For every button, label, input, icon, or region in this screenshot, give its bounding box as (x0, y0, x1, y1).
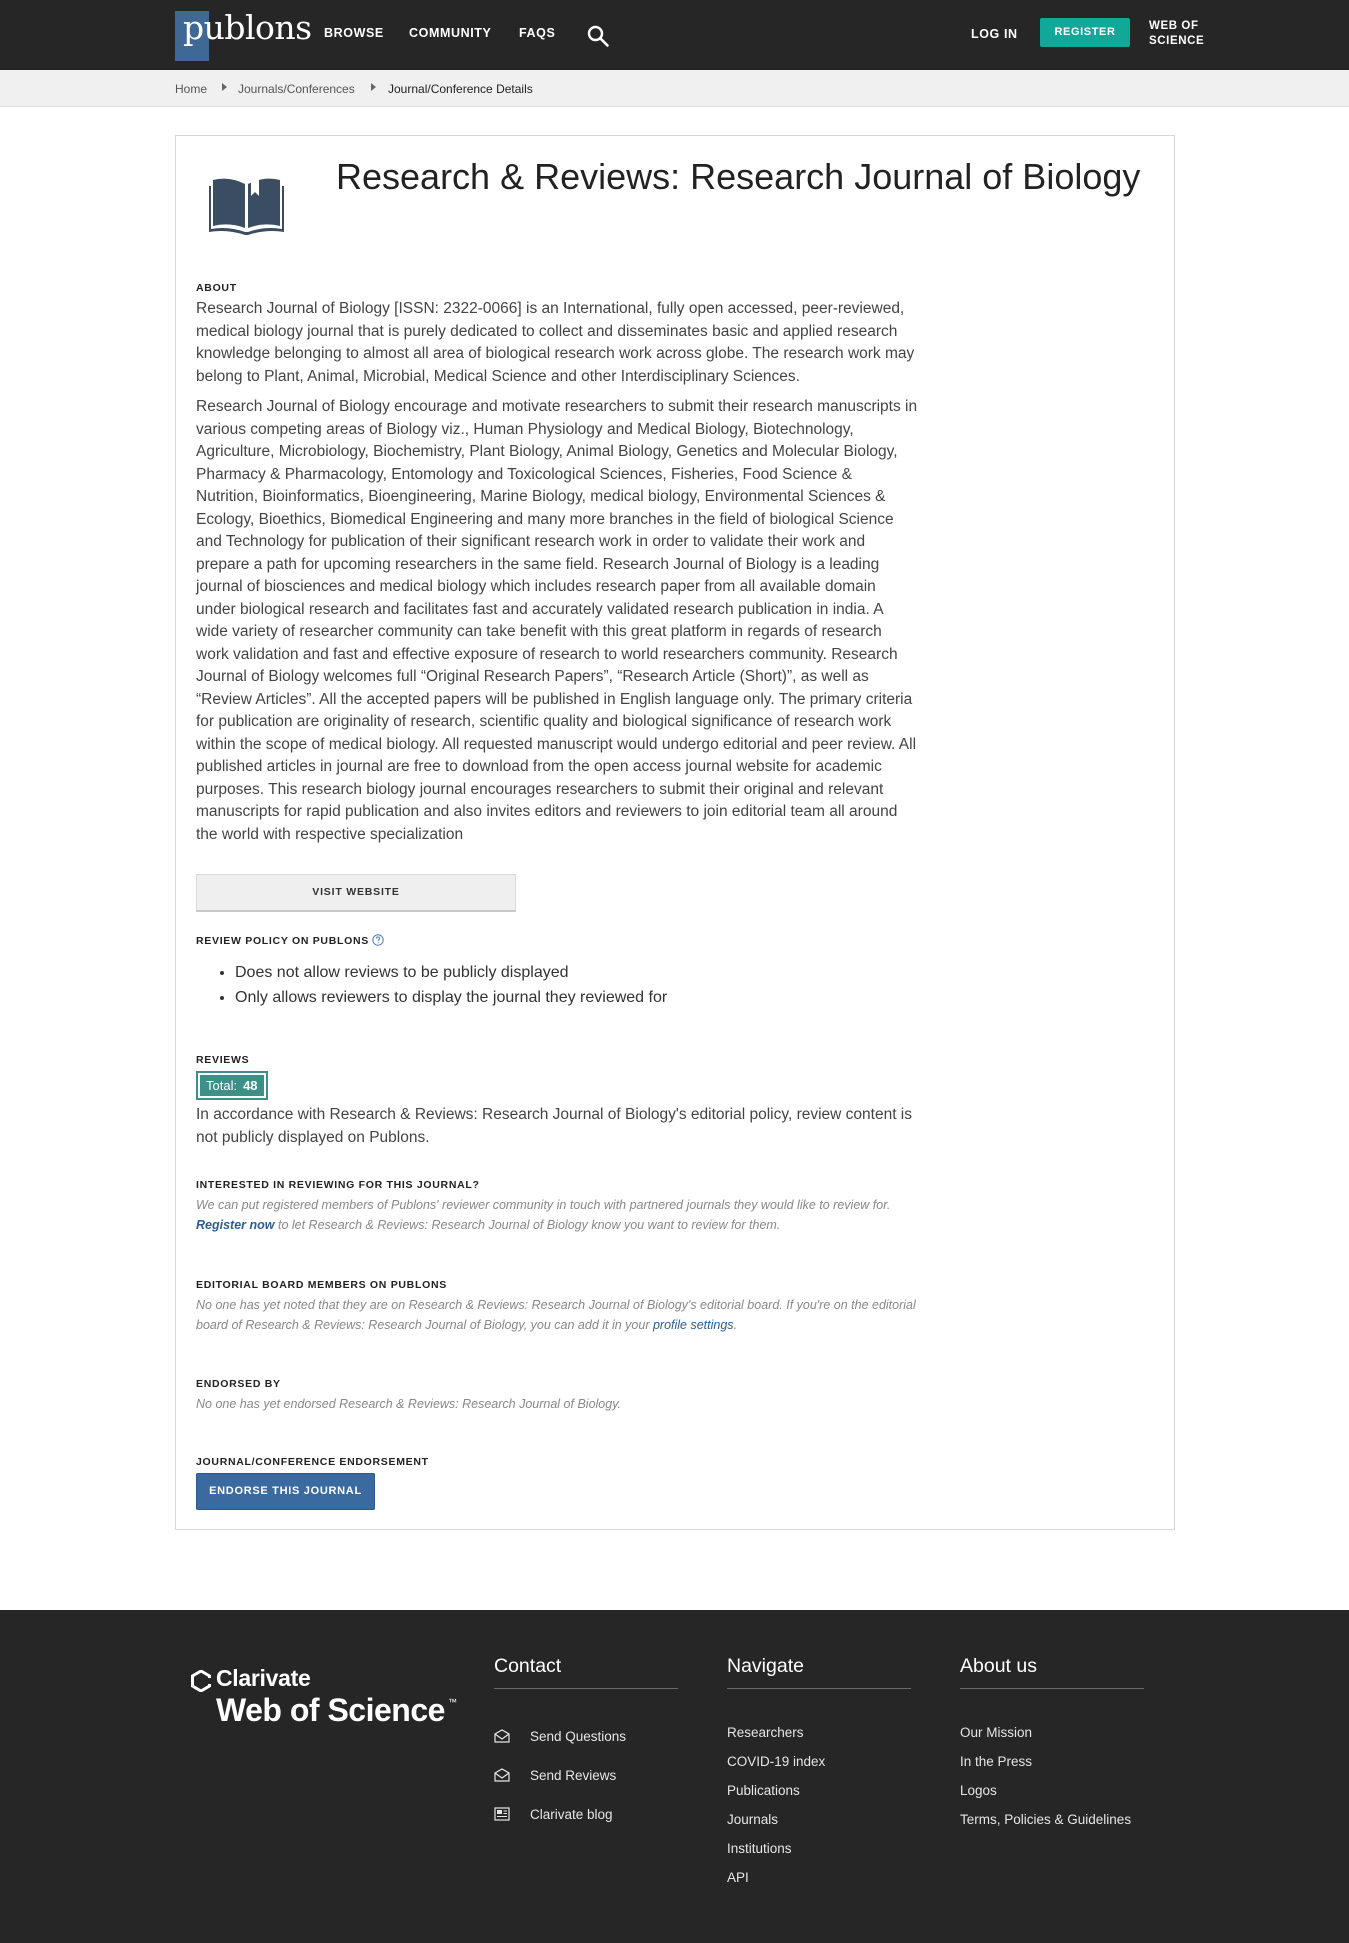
journal-details-card (175, 135, 1175, 1530)
footer-covid-index-link[interactable]: COVID-19 index (727, 1754, 826, 1769)
policy-item: • Does not allow reviews to be publicly displayed (235, 960, 667, 985)
interested-text (196, 1195, 918, 1235)
about-paragraph-1: Research Journal of Biology [ISSN: 2322-0066] is an International, fully open accessed, peer-reviewed, medical biology journal that is purely dedicated to collect and disseminates basic and applied research knowledge belonging to almost all area of biological research work across globe. The research work may belong to Plant, Animal, Microbial, Medical Science and other Interdisciplinary Sciences. (196, 300, 915, 385)
footer-navigate-column (727, 1655, 911, 1885)
reviews-note: In accordance with Research & Reviews: Research Journal of Biology's editorial policy, review content is not publicly displayed on Publons. (196, 1106, 913, 1146)
footer-about-column (960, 1655, 1144, 1827)
envelope-icon (494, 1729, 510, 1743)
review-policy-heading: REVIEW POLICY ON PUBLONS (196, 935, 369, 947)
about-heading: ABOUT (196, 282, 237, 294)
footer-logos-link[interactable]: Logos (960, 1783, 997, 1798)
top-navigation-bar (0, 0, 1349, 70)
endorsement-heading: JOURNAL/CONFERENCE ENDORSEMENT (196, 1456, 429, 1468)
visit-website-button[interactable]: VISIT WEBSITE (196, 874, 516, 912)
reviews-heading: REVIEWS (196, 1054, 250, 1066)
clarivate-logo-icon (190, 1670, 212, 1692)
blog-icon (494, 1807, 510, 1821)
policy-item: • Only allows reviewers to display the journal they reviewed for (235, 985, 667, 1010)
login-link[interactable]: LOG IN (971, 27, 1018, 41)
endorse-journal-button[interactable]: ENDORSE THIS JOURNAL (196, 1473, 375, 1510)
breadcrumb-current: Journal/Conference Details (388, 82, 533, 96)
logo-text: publons (183, 8, 312, 47)
board-text-end: . (733, 1318, 738, 1332)
editorial-board-text (196, 1295, 918, 1335)
footer-api-link[interactable]: API (727, 1870, 749, 1885)
nav-faqs[interactable]: FAQS (519, 26, 556, 40)
wos-line-1: WEB OF (1149, 20, 1199, 32)
profile-settings-link[interactable]: profile settings (652, 1318, 734, 1332)
interested-text-end: to let Research & Reviews: Research Journal of Biology know you want to review for them. (274, 1218, 781, 1232)
editorial-board-heading: EDITORIAL BOARD MEMBERS ON PUBLONS (196, 1279, 447, 1291)
breadcrumb-journals[interactable]: Journals/Conferences (238, 82, 355, 96)
wos-line-2: SCIENCE (1149, 35, 1205, 47)
breadcrumb (0, 70, 1349, 107)
footer-send-reviews-link[interactable]: Send Reviews (530, 1768, 617, 1783)
clarivate-wordmark: Clarivate (216, 1665, 311, 1691)
breadcrumb-separator-icon (222, 83, 227, 91)
register-button[interactable]: REGISTER (1040, 18, 1130, 47)
footer-institutions-link[interactable]: Institutions (727, 1841, 792, 1856)
footer-contact-column (494, 1655, 678, 1822)
total-count: 48 (243, 1078, 258, 1093)
board-text-start: No one has yet noted that they are on Research & Reviews: Research Journal of Biology's editorial board. If you're on the editorial board of Research & Reviews: Research Journal of Biology, you can add it in your (196, 1298, 916, 1332)
breadcrumb-separator-icon (371, 83, 376, 91)
endorsed-by-text: No one has yet endorsed Research & Reviews: Research Journal of Biology. (196, 1397, 621, 1411)
footer-clarivate-blog-link[interactable]: Clarivate blog (530, 1807, 613, 1822)
footer-journals-link[interactable]: Journals (727, 1812, 779, 1827)
interested-heading: INTERESTED IN REVIEWING FOR THIS JOURNAL? (196, 1179, 480, 1191)
interested-text-start: We can put registered members of Publons' reviewer community in touch with partnered journals they would like to review for. (196, 1198, 891, 1212)
journal-title: Research & Reviews: Research Journal of Biology (336, 156, 1141, 197)
web-of-science-wordmark: Web of Science (216, 1692, 445, 1728)
footer-publications-link[interactable]: Publications (727, 1783, 800, 1798)
nav-browse[interactable]: BROWSE (324, 26, 384, 40)
footer-in-the-press-link[interactable]: In the Press (960, 1754, 1033, 1769)
footer-send-questions-link[interactable]: Send Questions (530, 1729, 627, 1744)
envelope-icon (494, 1768, 510, 1782)
about-paragraph-2: Research Journal of Biology encourage and motivate researchers to submit their research manuscripts in various competing areas of Biology viz., Human Physiology and Medical Biology, Biotechnology, Agriculture, Microbiology, Biochemistry, Plant Biology, Animal Biology, Genetics and Molecular Biology, Pharmacy & Pharmacology, Entomology and Toxicological Sciences, Fisheries, Food Science & Nutrition, Bioinformatics, Bioengineering, Marine Biology, medical biology, Environmental Sciences & Ecology, Bioethics, Biomedical Engineering and many more branches in the field of biological Science and Technology for publication of their significant research work in order to validate their work and prepare a path for upcoming researchers in the same field. Research Journal of Biology is a leading journal of biosciences and medical biology which includes research paper from all available domain under biological research and facilitates fast and accurately validated research publication in india. A wide variety of researcher community can take benefit with this great platform in regards of research work validation and fast and effective exposure of research to world researchers community. Research Journal of Biology welcomes full “Original Research Papers”, “Research Article (Short)”, as well as “Review Articles”. All the accepted papers will be published in English language only. The primary criteria for publication are originality of research, scientific quality and biological significance of research work within the scope of medical biology. All requested manuscript would undergo editorial and peer review. All published articles in journal are free to download from the open access journal website for academic purposes. This research biology journal encourages researchers to submit their original and relevant manuscripts for rapid publication and also invites editors and reviewers to join editorial team all around the world with respective specialization (196, 398, 918, 843)
help-icon[interactable] (372, 934, 384, 946)
footer-contact-heading: Contact (494, 1655, 678, 1689)
footer-terms-link[interactable]: Terms, Policies & Guidelines (960, 1812, 1132, 1827)
footer-navigate-heading: Navigate (727, 1655, 911, 1689)
footer-about-heading: About us (960, 1655, 1144, 1689)
endorsed-by-heading: ENDORSED BY (196, 1378, 281, 1390)
footer (0, 1610, 1349, 1943)
search-icon[interactable] (586, 24, 610, 48)
trademark-symbol: ™ (448, 1697, 457, 1707)
total-reviews-badge (196, 1071, 268, 1100)
breadcrumb-home[interactable]: Home (175, 82, 208, 96)
register-now-link[interactable]: Register now (196, 1218, 275, 1232)
review-policy-list (196, 960, 667, 1010)
web-of-science-link[interactable] (1149, 19, 1204, 49)
nav-community[interactable]: COMMUNITY (409, 26, 492, 40)
total-label: Total: (206, 1078, 238, 1093)
footer-researchers-link[interactable]: Researchers (727, 1725, 804, 1740)
footer-our-mission-link[interactable]: Our Mission (960, 1725, 1033, 1740)
journal-book-icon (209, 174, 284, 240)
